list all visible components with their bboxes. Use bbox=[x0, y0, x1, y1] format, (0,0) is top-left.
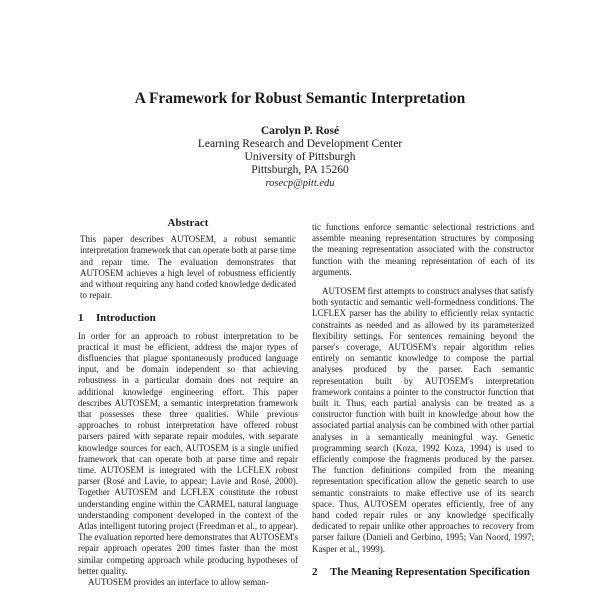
right-column bbox=[312, 222, 534, 584]
section-1-heading bbox=[78, 313, 298, 324]
section-2-number: 2 bbox=[312, 565, 318, 578]
intro-paragraph-1: In order for an approach to robust interpretation to be practical it must be efficient, address the major types of disfluencies that plague spontaneously produced language input, and be domain independent so that achieving robustness in a particular domain does not require an additional knowledge engineering effort. This paper describes AUTOSEM, a semantic interpretation framework that possesses these three qualities. While previous approaches to robust interpretation have offered robust parsers paired with separate repair modules, with separate knowledge sources for each, AUTOSEM is a single unified framework that can operate both at parse time and repair time. AUTOSEM is integrated with the LCFLEX robust parser (Rosé and Lavie, to appear; Lavie and Rosé, 2000). Together AUTOSEM and LCFLEX constitute the robust understanding engine within the CARMEL natural language understanding component developed in the context of the Atlas intelligent tutoring project (Freedman et al., to appear). The evaluation reported here demonstrates that AUTOSEM's repair approach operates 200 times faster than the most similar competing approach while producing hypotheses of better quality. bbox=[78, 330, 298, 576]
author-university: University of Pittsburgh bbox=[244, 151, 356, 163]
section-1-title: Introduction bbox=[96, 312, 156, 325]
section-1-number: 1 bbox=[78, 312, 84, 325]
author-name: Carolyn P. Rosé bbox=[260, 125, 340, 137]
section-2-title: The Meaning Representation Specification bbox=[330, 565, 530, 578]
intro-paragraph-2: AUTOSEM provides an interface to allow seman- bbox=[88, 577, 269, 588]
author-block bbox=[0, 125, 600, 190]
right-paragraph-2: AUTOSEM first attempts to construct analyses that satisfy both syntactic and semantic well-formedness conditions. The LCFLEX parser has the ability to efficiently relax syntactic constraints as needed and as allowed by its parameterized flexibility settings. For sentences remaining beyond the parser's coverage, AUTOSEM's repair algorithm relies entirely on semantic knowledge to compose the partial analyses produced by the parser. Each semantic representation built by AUTOSEM's interpretation framework contains a pointer to the constructor function that built it. Thus, each partial analysis can be treated as a constructor function with built in knowledge about how the associated partial analysis can be combined with other partial analyses in a semantically meaningful way. Genetic programming search (Koza, 1992 Koza, 1994) is used to efficiently compose the fragments produced by the parser. The function definitions compiled from the meaning representation specification allow the genetic search to use semantic constraints to make effective use of its search space. Thus, AUTOSEM operates efficiently, free of any hand coded repair rules or any knowledge specifically dedicated to repair unlike other approaches to recovery from parser failure (Danieli and Gerbino, 1995; Van Noord, 1997; Kasper et al., 1999). bbox=[312, 286, 534, 554]
abstract-text: This paper describes AUTOSEM, a robust semantic interpretation framework that can operate both at parse time and repair time. The evaluation demonstrates that AUTOSEM achieves a high level of robustness efficiently and without requiring any hand coded knowledge dedicated to repair. bbox=[80, 234, 296, 301]
paper-title: A Framework for Robust Semantic Interpretation bbox=[134, 90, 466, 107]
section-2-heading bbox=[312, 567, 534, 578]
author-email: rosecp@pitt.edu bbox=[265, 178, 335, 189]
author-affiliation: Learning Research and Development Center bbox=[197, 138, 403, 150]
left-column bbox=[78, 218, 298, 588]
author-city: Pittsburgh, PA 15260 bbox=[251, 164, 349, 176]
right-paragraph-1: tic functions enforce semantic selectional restrictions and assemble meaning representation structures by composing the meaning representation associated with the constructor function with the meaning representation of each of its arguments. bbox=[312, 222, 534, 277]
abstract-heading: Abstract bbox=[167, 217, 209, 229]
